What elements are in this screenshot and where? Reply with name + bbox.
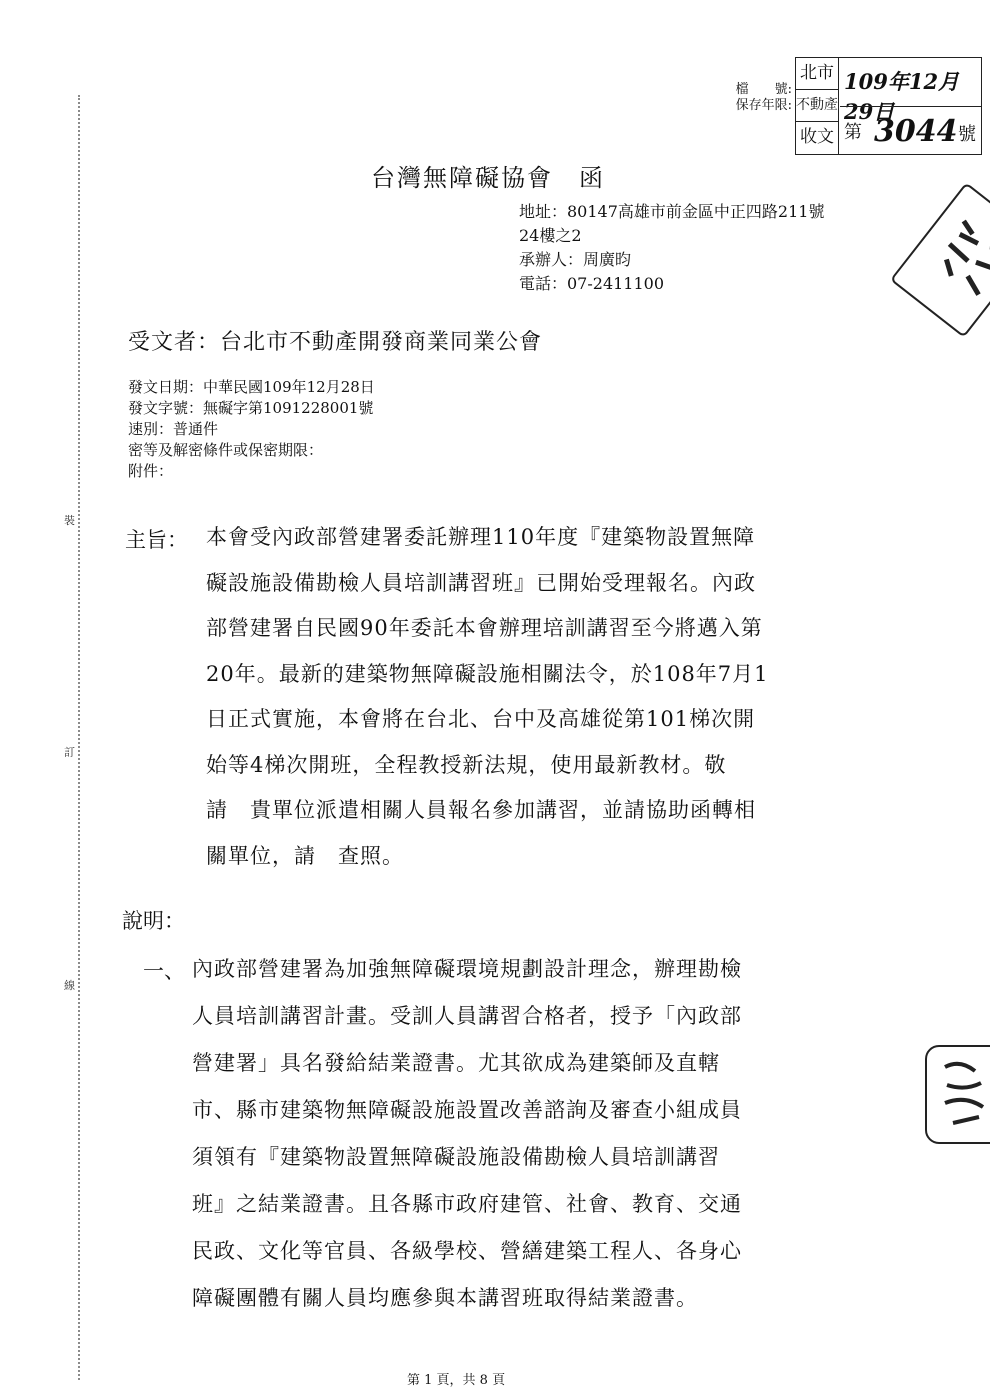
binding-mark-bottom: 線 xyxy=(64,979,75,992)
stamp-no-prefix: 第 xyxy=(844,122,862,143)
page-footer: 第 1 頁，共 8 頁 xyxy=(407,1373,506,1388)
sender-address-line1: 地址：80147高雄市前金區中正四路211號 xyxy=(519,202,825,221)
explanation-line: 人員培訓講習計畫。受訓人員講習合格者，授予「內政部 xyxy=(192,1004,742,1028)
stamp-org-mid: 不動產 xyxy=(796,89,839,122)
subject-line: 20年。最新的建築物無障礙設施相關法令，於108年7月1 xyxy=(206,661,769,686)
subject-line: 日正式實施，本會將在台北、台中及高雄從第101梯次開 xyxy=(206,707,756,731)
archive-info xyxy=(690,82,792,114)
explanation-line: 內政部營建署為加強無障礙環境規劃設計理念，辦理勘檢 xyxy=(192,957,742,981)
subject-label: 主旨： xyxy=(125,528,188,552)
sender-info xyxy=(519,200,824,296)
meta-date: 發文日期：中華民國109年12月28日 xyxy=(128,378,375,396)
stamp-org-top: 北市 xyxy=(796,58,839,90)
meta-attachment: 附件： xyxy=(128,462,174,480)
meta-doc-number: 發文字號：無礙字第1091228001號 xyxy=(128,399,374,417)
explanation-line: 班』之結業證書。且各縣市政府建管、社會、教育、交通 xyxy=(192,1192,742,1216)
document-meta xyxy=(128,377,375,482)
explanation-line: 市、縣市建築物無障礙設施設置改善諮詢及審查小組成員 xyxy=(192,1098,742,1122)
partial-seal-upper xyxy=(890,182,990,338)
explanation-label: 說明： xyxy=(122,909,185,933)
stamp-org-bottom: 收文 xyxy=(796,121,839,154)
explanation-item-marker: 一、 xyxy=(143,959,185,983)
document-title: 台灣無障礙協會 函 xyxy=(371,164,605,192)
subject-line: 本會受內政部營建署委託辦理110年度『建築物設置無障 xyxy=(206,525,756,549)
seal-glyphs xyxy=(893,185,990,335)
explanation-line: 須領有『建築物設置無障礙設施設備勘檢人員培訓講習 xyxy=(192,1145,720,1169)
binding-mark-middle: 訂 xyxy=(64,746,75,759)
recipient: 受文者：台北市不動產開發商業同業公會 xyxy=(128,330,543,355)
sender-address-line2: 24樓之2 xyxy=(519,226,582,245)
subject-text xyxy=(206,515,769,879)
explanation-line: 民政、文化等官員、各級學校、營繕建築工程人、各身心 xyxy=(192,1239,742,1263)
meta-speed: 速別：普通件 xyxy=(128,420,219,438)
explanation-line: 障礙團體有關人員均應參與本講習班取得結業證書。 xyxy=(192,1286,698,1310)
file-number-label: 檔 號: xyxy=(735,82,792,97)
seal-glyphs-lower xyxy=(927,1047,990,1142)
partial-seal-lower xyxy=(925,1045,990,1144)
receipt-stamp xyxy=(795,57,982,155)
subject-line: 礙設施設備勘檢人員培訓講習班』已開始受理報名。內政 xyxy=(206,570,756,595)
binding-line xyxy=(78,95,80,1380)
explanation-line: 營建署」具名發給結業證書。尤其欲成為建築師及直轄 xyxy=(192,1051,720,1075)
subject-line: 部營建署自民國90年委託本會辦理培訓講習至今將邁入第 xyxy=(206,616,763,640)
stamp-no-suffix: 號 xyxy=(958,124,976,145)
stamp-number: 3044 xyxy=(874,114,958,149)
subject-line: 請 貴單位派遣相關人員報名參加講習，並請協助函轉相 xyxy=(206,798,756,822)
subject-line: 始等4梯次開班，全程教授新法規，使用最新教材。敬 xyxy=(206,752,727,777)
retention-label: 保存年限: xyxy=(735,98,792,113)
subject-line: 關單位，請 查照。 xyxy=(206,843,404,868)
explanation-item-1 xyxy=(192,946,742,1322)
sender-phone: 電話：07-2411100 xyxy=(519,274,665,293)
binding-mark-top: 裝 xyxy=(64,514,75,527)
stamp-date: 109年12月29日 xyxy=(844,69,960,124)
meta-secrecy: 密等及解密條件或保密期限： xyxy=(128,441,324,459)
sender-contact: 承辦人：周廣昀 xyxy=(519,250,632,269)
